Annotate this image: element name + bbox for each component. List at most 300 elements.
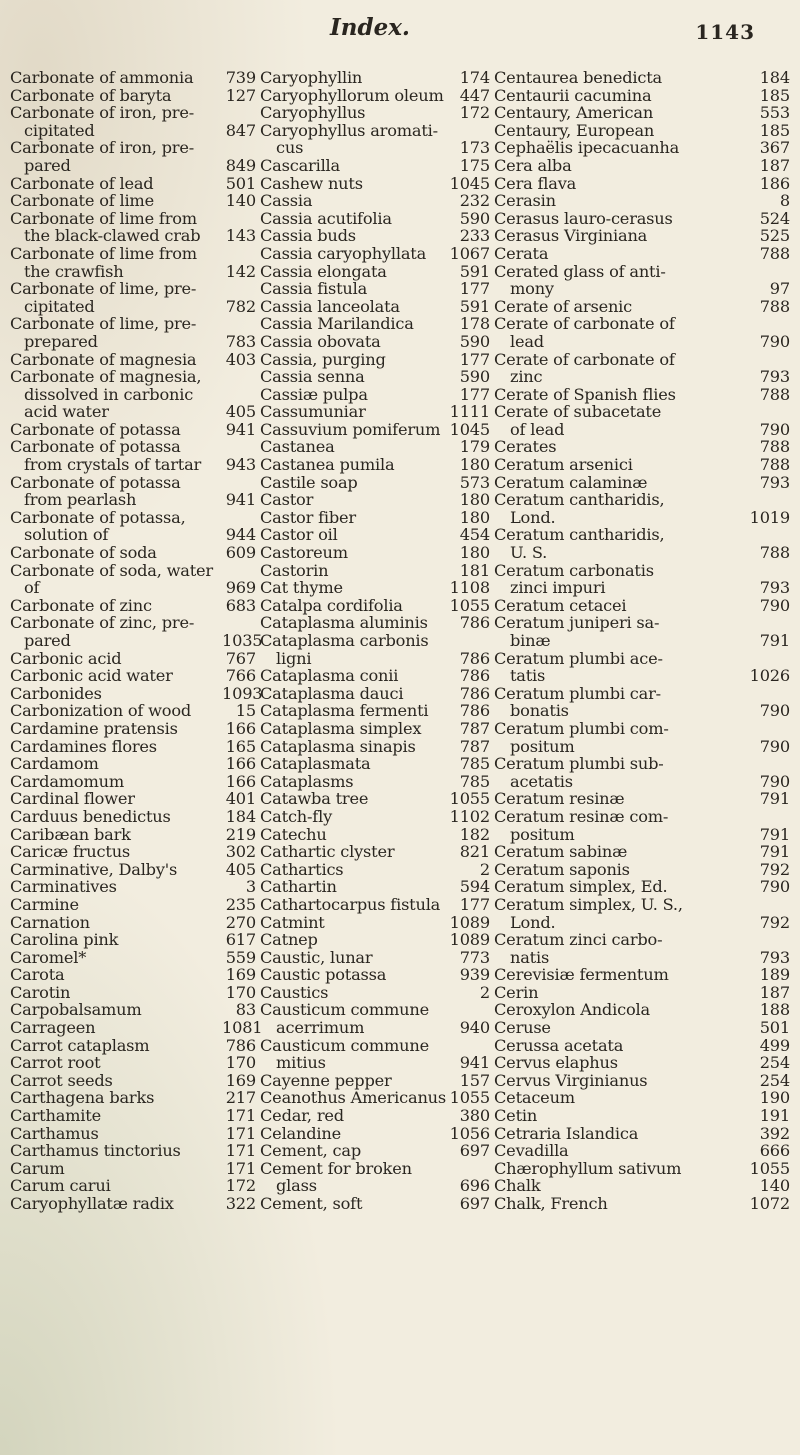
index-entry [228,1001,460,1019]
entry-term: Cetin [494,1106,538,1126]
index-entry [460,157,790,175]
entry-page-number: 499 [759,1035,790,1055]
entry-prev-page-number: 782 [225,296,256,316]
index-entry [460,949,790,967]
index-entry [460,544,790,562]
entry-term: of [24,578,40,598]
index-entry [225,419,460,439]
entry-page-number: 793 [759,472,790,492]
index-entry [460,738,790,756]
entry-term: Catch-fly [260,806,333,826]
entry-term: Cardamom [10,754,99,774]
entry-term: Carbonization of wood [10,701,192,721]
entry-page-number: 792 [759,912,790,932]
entry-term: Cathartics [260,859,344,879]
entry-term: Carthamus [10,1123,99,1143]
entry-term: Ceratum cantharidis, [494,490,665,510]
index-entry [225,718,460,738]
index-entry [10,1001,228,1019]
entry-term: Cera alba [494,155,572,175]
entry-prev-page-number: 786 [459,666,490,686]
index-entry [460,896,790,914]
entry-term: bonatis [510,701,569,721]
entry-term: Carbonate of iron, pre- [10,138,194,158]
entry-term: of lead [510,419,565,439]
entry-page-number: 790 [759,877,790,897]
entry-page-number: 791 [759,631,790,650]
index-entry [10,597,228,615]
entry-page-number: 793 [759,947,790,967]
entry-term: Cathartic clyster [260,842,395,862]
index-entry [225,1106,460,1126]
entry-term: Cement, cap [260,1141,361,1161]
index-entry [225,455,460,475]
entry-prev-page-number: 501 [225,173,256,193]
entry-term: Ceratum sabinæ [494,842,628,862]
index-entry [460,1072,790,1090]
entry-term: Cerate of carbonate of [494,349,675,369]
entry-term: Cetraria Islandica [494,1123,639,1143]
entry-page-number: 788 [759,296,790,316]
index-entry [10,685,228,703]
index-entry [10,861,228,879]
entry-term: Carbonides [10,683,102,703]
entry-term: Carrageen [10,1018,96,1038]
index-column-3 [449,68,790,1213]
entry-page-number: 1072 [749,1194,790,1213]
index-entry [449,402,790,422]
entry-term: Ceratum calaminæ [494,472,648,492]
entry-prev-page-number: 180 [459,543,490,563]
entry-term: Carum carui [10,1176,111,1196]
entry-prev-page-number: 302 [225,842,256,862]
index-entry [10,315,228,333]
entry-prev-page-number: 591 [459,261,490,281]
entry-term: Carbonate of potassa [10,437,181,457]
entry-term: Carbonate of zinc [10,595,152,615]
entry-term: Cardamine pratensis [10,718,178,738]
entry-page-number: 501 [759,1018,790,1038]
entry-prev-page-number: 785 [459,771,490,791]
entry-page-number: 788 [759,455,790,475]
index-entry [10,104,228,122]
index-entry [10,1195,228,1213]
index-entry [225,965,460,985]
entry-prev-page-number: 172 [225,1176,256,1196]
entry-prev-page-number: 177 [459,279,490,299]
entry-term: Cataplasma fermenti [260,701,429,721]
index-entry [225,982,460,1002]
entry-page-number: 666 [759,1141,790,1161]
index-entry [10,1125,228,1143]
index-entry [228,562,460,580]
entry-prev-page-number: 941 [225,490,256,510]
entry-prev-page-number: 1045 [449,173,490,193]
entry-page-number: 790 [759,701,790,721]
entry-term: zinci impuri [510,578,606,598]
index-entry [10,1054,228,1072]
entry-prev-page-number: 1111 [449,402,490,422]
index-entry [449,578,790,598]
entry-term: Cassia elongata [260,261,387,281]
index-entry [228,878,460,896]
entry-prev-page-number: 617 [225,930,256,950]
entry-prev-page-number: 1055 [449,1088,490,1108]
entry-page-number: 1055 [749,1158,790,1178]
entry-term: Cerate of carbonate of [494,314,675,334]
entry-page-number: 186 [759,173,790,193]
entry-prev-page-number: 1108 [449,578,490,598]
entry-prev-page-number: 83 [235,1000,256,1020]
index-entry [228,438,460,456]
entry-term: Carrot seeds [10,1070,113,1090]
index-entry [10,245,228,263]
entry-term: Cassuvium pomiferum [260,419,441,439]
entry-page-number: 790 [759,736,790,756]
index-entry [10,227,228,245]
index-entry [460,843,790,861]
entry-prev-page-number: 1035 [222,631,263,650]
index-entry [10,386,228,404]
index-entry [460,438,790,456]
entry-term: Carbonate of lime [10,191,154,211]
entry-prev-page-number: 405 [225,859,256,879]
entry-term: Caustic, lunar [260,947,373,967]
entry-term: Centaurii cacumina [494,85,652,105]
entry-term: mony [510,279,554,299]
entry-prev-page-number: 594 [459,877,490,897]
entry-term: Ceanothus Americanus [260,1088,447,1108]
entry-term: Cayenne pepper [260,1070,392,1090]
entry-term: Cervus elaphus [494,1053,618,1073]
entry-prev-page-number: 270 [225,912,256,932]
entry-term: Carum [10,1158,65,1178]
entry-term: Catmint [260,912,325,932]
index-entry [460,333,790,351]
entry-prev-page-number: 3 [245,877,256,897]
entry-page-number: 790 [759,419,790,439]
entry-prev-page-number: 573 [459,472,490,492]
entry-term: Cetaceum [494,1088,575,1108]
index-entry [460,562,790,580]
entry-term: Ceratum plumbi com- [494,718,669,738]
index-entry [460,104,790,122]
entry-term: Cataplasma simplex [260,718,422,738]
entry-prev-page-number: 166 [225,771,256,791]
entry-term: Cashew nuts [260,173,363,193]
entry-term: glass [276,1176,317,1196]
index-entry [225,120,460,140]
index-entry [460,1054,790,1072]
entry-prev-page-number: 697 [459,1194,490,1213]
index-entry [10,1107,228,1125]
entry-prev-page-number: 177 [459,384,490,404]
entry-term: Cement for broken [260,1158,412,1178]
index-entry [10,280,228,298]
entry-term: Cassumuniar [260,402,366,422]
entry-prev-page-number: 235 [225,894,256,914]
index-entry [10,650,228,668]
entry-prev-page-number: 171 [225,1158,256,1178]
entry-term: cipitated [24,120,95,140]
entry-page-number: 184 [759,68,790,87]
entry-term: Cerated glass of anti- [494,261,666,281]
entry-page-number: 367 [759,138,790,158]
entry-term: zinc [510,367,543,387]
entry-term: Ceratum zinci carbo- [494,930,663,950]
entry-prev-page-number: 127 [225,85,256,105]
entry-term: Cataplasms [260,771,354,791]
entry-term: Cephaëlis ipecacuanha [494,138,680,158]
index-entry [460,192,790,210]
entry-term: Cassia obovata [260,331,381,351]
index-entry [460,1037,790,1055]
entry-term: Cassia fistula [260,279,368,299]
entry-prev-page-number: 219 [225,824,256,844]
entry-prev-page-number: 401 [225,789,256,809]
index-entry [460,474,790,492]
index-entry [10,1177,228,1195]
entry-term: Cerasus lauro-cerasus [494,208,673,228]
entry-term: Ceratum carbonatis [494,560,654,580]
index-entry [225,842,460,862]
entry-page-number: 140 [759,1176,790,1196]
index-entry [10,579,228,597]
entry-term: Cataplasma carbonis [260,631,429,650]
entry-prev-page-number: 178 [459,314,490,334]
entry-term: Cassia [260,191,313,211]
index-entry [225,859,460,879]
entry-term: Carpobalsamum [10,1000,142,1020]
index-entry [225,349,460,369]
entry-term: Carbonate of baryta [10,85,172,105]
index-entry [460,386,790,404]
index-column-2 [222,68,460,1213]
entry-prev-page-number: 142 [225,261,256,281]
index-entry [225,578,460,598]
entry-prev-page-number: 232 [459,191,490,211]
entry-term: acid water [24,402,109,422]
index-entry [225,595,460,615]
entry-term: Ceratum simplex, Ed. [494,877,668,897]
index-entry [228,368,460,386]
index-entry [228,104,460,122]
index-entry [225,261,460,281]
index-entry [10,1142,228,1160]
index-entry [10,351,228,369]
entry-term: Carbonate of potassa, [10,507,186,527]
entry-term: U. S. [510,543,548,563]
index-entry [460,368,790,386]
index-entry [225,173,460,193]
index-entry [449,789,790,809]
entry-term: pared [24,155,71,175]
entry-page-number: 793 [759,367,790,387]
index-entry [225,1123,460,1143]
entry-term: cus [276,138,304,158]
index-entry [10,157,228,175]
index-entry [460,263,790,281]
index-entry [228,702,460,720]
index-entry [225,1070,460,1090]
index-entry [225,648,460,668]
index-entry [10,843,228,861]
index-entry [10,333,228,351]
index-entry [228,509,460,527]
entry-term: Carnation [10,912,90,932]
index-entry [460,298,790,316]
entry-page-number: 524 [759,208,790,228]
index-entry [228,315,460,333]
index-entry [10,438,228,456]
entry-term: Caromel* [10,947,87,967]
entry-page-number: 189 [759,965,790,985]
entry-term: lead [510,331,544,351]
entry-prev-page-number: 697 [459,1141,490,1161]
entry-term: Cera flava [494,173,577,193]
entry-page-number: 254 [759,1053,790,1073]
entry-term: Cardinal flower [10,789,135,809]
entry-term: Cerussa acetata [494,1035,624,1055]
entry-prev-page-number: 166 [225,754,256,774]
entry-term: Carbonate of lime, pre- [10,279,197,299]
index-entry [10,509,228,527]
index-entry [222,631,460,650]
entry-term: Catawba tree [260,789,369,809]
index-entry [225,824,460,844]
entry-prev-page-number: 821 [459,842,490,862]
entry-term: Castor oil [260,525,338,545]
entry-term: dissolved in carbonic [24,384,194,404]
entry-prev-page-number: 1081 [222,1018,263,1038]
entry-page-number: 185 [759,120,790,140]
index-entry [460,702,790,720]
index-entry [460,69,790,87]
index-entry [460,667,790,685]
index-entry [225,155,460,175]
index-entry [460,826,790,844]
entry-term: acerrimum [276,1018,365,1038]
index-entry [225,1194,460,1213]
entry-term: Causticum commune [260,1035,429,1055]
index-entry [228,474,460,492]
entry-page-number: 191 [759,1106,790,1126]
entry-term: Ceratum resinæ com- [494,806,669,826]
index-entry [225,226,460,246]
entry-term: Ceruse [494,1018,551,1038]
page-header [0,14,800,54]
entry-prev-page-number: 1045 [449,419,490,439]
entry-prev-page-number: 405 [225,402,256,422]
index-entry [10,878,228,896]
entry-prev-page-number: 171 [225,1106,256,1126]
entry-term: Carbonate of potassa [10,472,181,492]
entry-term: positum [510,824,575,844]
entry-term: Carbonate of magnesia, [10,367,202,387]
entry-term: Ceratum simplex, U. S., [494,894,683,914]
index-entry [10,562,228,580]
entry-page-number: 1026 [749,666,790,686]
entry-term: Catnep [260,930,318,950]
index-entry [460,1142,790,1160]
entry-term: Carbonate of zinc, pre- [10,613,195,633]
entry-term: Centaurea benedicta [494,68,662,87]
entry-term: Castanea pumila [260,455,395,475]
entry-prev-page-number: 591 [459,296,490,316]
entry-term: Lond. [510,912,556,932]
entry-term: Carbonate of lime from [10,243,197,263]
index-entry [10,1037,228,1055]
entry-prev-page-number: 787 [459,736,490,756]
entry-term: Ceratum resinæ [494,789,625,809]
entry-prev-page-number: 783 [225,331,256,351]
entry-term: Caryophyllin [260,68,363,87]
index-entry [10,1019,228,1037]
index-entry [10,720,228,738]
entry-page-number: 792 [759,859,790,879]
entry-term: prepared [24,331,98,351]
index-entry [10,1072,228,1090]
entry-term: Cataplasma dauci [260,683,404,703]
index-entry [10,175,228,193]
entry-term: Catechu [260,824,327,844]
entry-term: Cardamines flores [10,736,157,756]
entry-term: tatis [510,666,546,686]
index-entry [10,122,228,140]
entry-term: Cerate of subacetate [494,402,662,422]
entry-term: Chalk, French [494,1194,608,1213]
index-entry [449,806,790,826]
index-entry [10,949,228,967]
entry-prev-page-number: 1102 [449,806,490,826]
entry-term: ligni [276,648,312,668]
index-entry [460,773,790,791]
index-entry [10,491,228,509]
entry-term: Cement, soft [260,1194,363,1213]
index-entry [10,87,228,105]
index-entry [460,966,790,984]
entry-term: Carthamus tinctorius [10,1141,181,1161]
index-entry [225,666,460,686]
entry-term: Carbonate of iron, pre- [10,103,194,123]
entry-term: Cataplasma sinapis [260,736,416,756]
index-entry [460,632,790,650]
entry-term: Castoreum [260,543,348,563]
entry-term: Carbonate of lime, pre- [10,314,197,334]
index-entry [460,1195,790,1213]
index-entry [460,861,790,879]
entry-prev-page-number: 171 [225,1141,256,1161]
entry-term: Caryophyllatæ radix [10,1194,174,1213]
index-entry [10,210,228,228]
index-entry [225,754,460,774]
entry-prev-page-number: 941 [459,1053,490,1073]
index-entry [228,245,460,263]
entry-term: Cerate of arsenic [494,296,633,316]
entry-term: Carbonate of lead [10,173,154,193]
entry-page-number: 793 [759,578,790,598]
entry-term: Carduus benedictus [10,806,171,826]
entry-term: Carbonate of soda [10,543,157,563]
index-entry [10,69,228,87]
entry-prev-page-number: 140 [225,191,256,211]
entry-prev-page-number: 157 [459,1070,490,1090]
index-entry [460,650,790,668]
index-entry [10,1089,228,1107]
index-entry [225,1141,460,1161]
index-entry [10,826,228,844]
entry-term: Ceratum cetacei [494,595,627,615]
